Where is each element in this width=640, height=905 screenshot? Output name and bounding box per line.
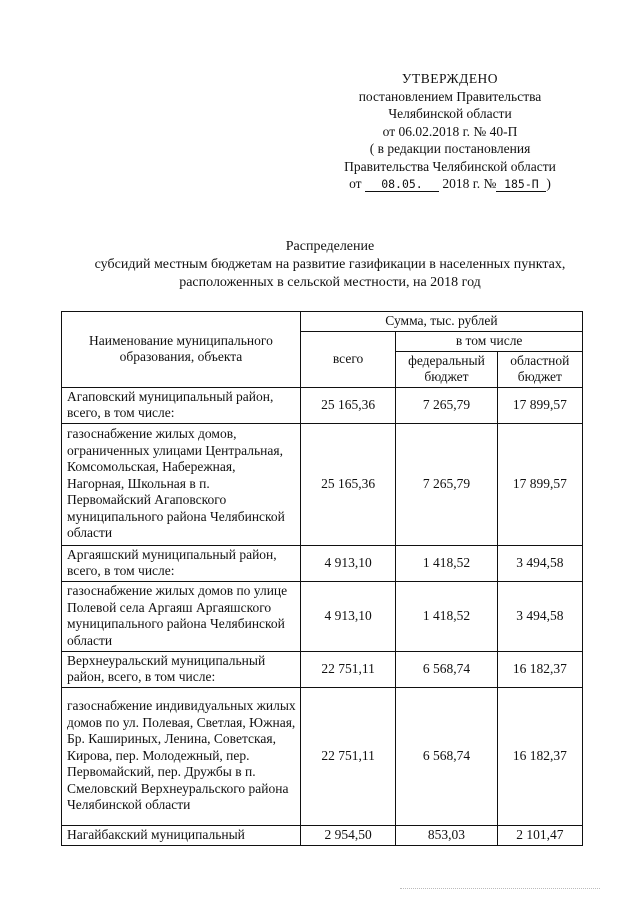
approval-line-3: от 06.02.2018 г. № 40-П — [382, 123, 518, 139]
year-prefix: 2018 г. № — [442, 176, 497, 191]
date-prefix: от — [349, 176, 362, 191]
row-regional: 17 899,57 — [497, 387, 582, 423]
approval-date-line — [300, 175, 600, 193]
heading-line-1: Распределение — [285, 239, 375, 254]
row-federal: 6 568,74 — [396, 651, 497, 687]
row-federal: 1 418,52 — [396, 581, 497, 651]
approval-line-4: ( в редакции постановления — [369, 141, 531, 156]
subsidy-table — [61, 311, 583, 846]
row-federal: 853,03 — [396, 825, 497, 845]
approval-title: УТВЕРЖДЕНО — [401, 71, 499, 86]
table-row — [62, 581, 583, 651]
row-total: 22 751,11 — [300, 651, 395, 687]
header-total: всего — [300, 332, 395, 388]
row-federal: 1 418,52 — [396, 545, 497, 581]
table-row — [62, 387, 583, 423]
row-total: 22 751,11 — [300, 687, 395, 825]
header-regional: областной бюджет — [497, 351, 582, 387]
table-row — [62, 651, 583, 687]
approval-line-1: постановлением Правительства — [358, 88, 542, 104]
header-federal: федеральный бюджет — [396, 351, 497, 387]
row-total: 25 165,36 — [300, 423, 395, 545]
header-including: в том числе — [396, 332, 583, 352]
row-name: газоснабжение жилых домов, ограниченных улицами Центральная, Комсомольская, Набережная, Нагорная, Школьная в п. Первомайский Агаповского муниципального района Челябинской области — [62, 423, 301, 545]
table-row — [62, 545, 583, 581]
document-heading — [40, 238, 620, 292]
row-regional: 3 494,58 — [497, 545, 582, 581]
approval-line-2: Челябинской области — [388, 106, 512, 121]
header-sum: Сумма, тыс. рублей — [300, 312, 582, 332]
row-total: 4 913,10 — [300, 545, 395, 581]
row-name: газоснабжение индивидуальных жилых домов по ул. Полевая, Светлая, Южная, Бр. Кашириных, Ленина, Советская, Кирова, пер. Молодежный, пер. Первомайский, пер. Дружбы в п. Смеловский Верхнеуральского района Челябинской области — [62, 687, 301, 825]
row-name: Нагайбакский муниципальный — [62, 825, 301, 845]
row-name: Верхнеуральский муниципальный район, всего, в том числе: — [62, 651, 301, 687]
row-regional: 2 101,47 — [497, 825, 582, 845]
row-federal: 7 265,79 — [396, 387, 497, 423]
row-regional: 3 494,58 — [497, 581, 582, 651]
header-name: Наименование муниципального образования, объекта — [62, 312, 301, 388]
table-row — [62, 423, 583, 545]
table-row — [62, 687, 583, 825]
row-name: Агаповский муниципальный район, всего, в том числе: — [62, 387, 301, 423]
heading-line-2: субсидий местным бюджетам на развитие газификации в населенных пунктах, — [94, 257, 566, 272]
scan-artifact-line — [400, 888, 600, 890]
row-total: 4 913,10 — [300, 581, 395, 651]
handwritten-number: 185-П — [496, 178, 546, 192]
table-row — [62, 825, 583, 845]
row-total: 2 954,50 — [300, 825, 395, 845]
row-regional: 17 899,57 — [497, 423, 582, 545]
row-name: газоснабжение жилых домов по улице Полевой села Аргаяш Аргаяшского муниципального района Челябинской области — [62, 581, 301, 651]
row-federal: 7 265,79 — [396, 423, 497, 545]
row-name: Аргаяшский муниципальный район, всего, в том числе: — [62, 545, 301, 581]
handwritten-date: 08.05. — [365, 178, 439, 192]
approval-stamp — [300, 70, 600, 193]
close-paren: ) — [546, 176, 551, 191]
heading-line-3: расположенных в сельской местности, на 2018 год — [179, 275, 481, 290]
row-federal: 6 568,74 — [396, 687, 497, 825]
approval-line-5: Правительства Челябинской области — [344, 158, 556, 174]
row-total: 25 165,36 — [300, 387, 395, 423]
row-regional: 16 182,37 — [497, 651, 582, 687]
row-regional: 16 182,37 — [497, 687, 582, 825]
